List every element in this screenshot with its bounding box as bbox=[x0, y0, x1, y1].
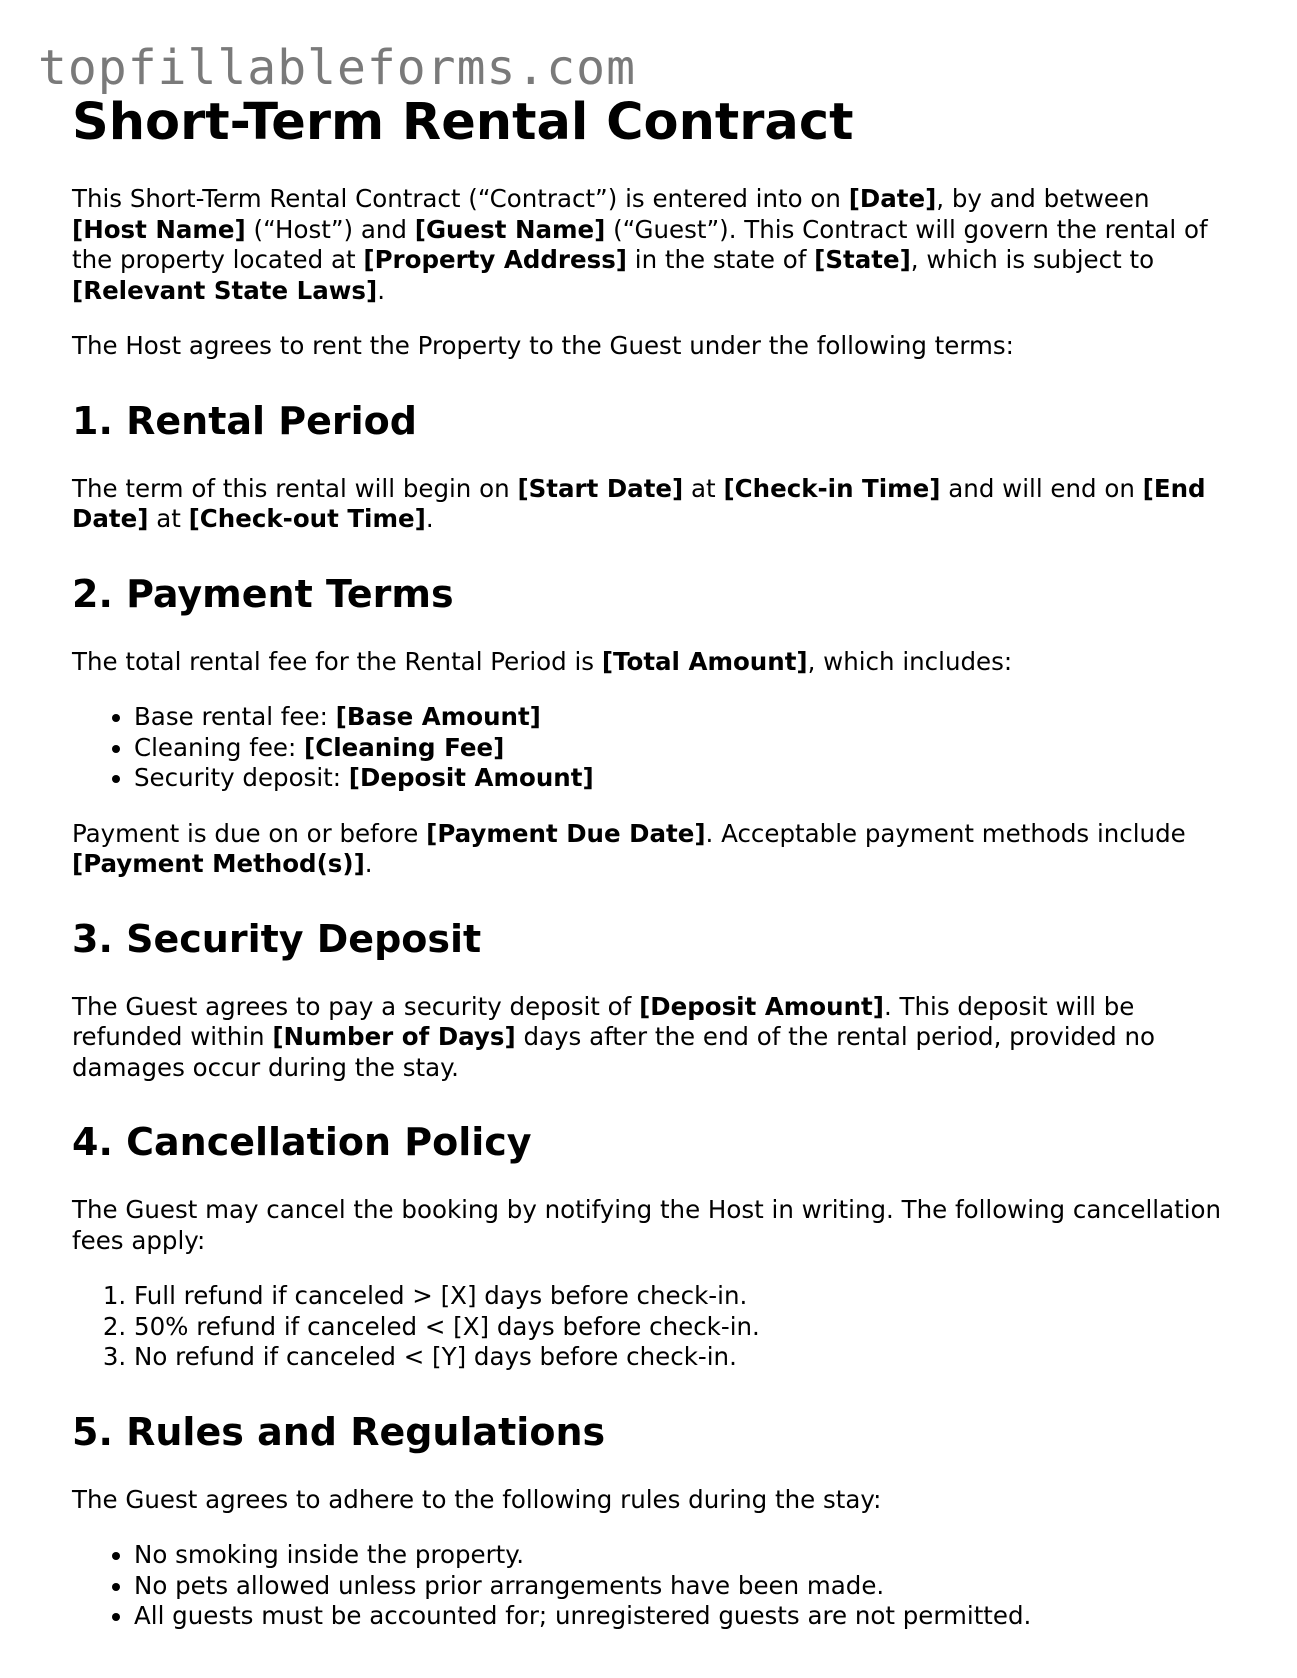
host-name-placeholder: [Host Name] bbox=[72, 214, 246, 244]
list-item: • Security deposit: [Deposit Amount] bbox=[134, 763, 1232, 794]
end-date-placeholder: [End Date] bbox=[72, 473, 1206, 533]
list-item: 3. No refund if canceled < [Y] days before check-in. bbox=[134, 1342, 1232, 1373]
cancellation-paragraph: The Guest may cancel the booking by notifying the Host in writing. The following cancellation fees apply: bbox=[72, 1195, 1222, 1255]
payment-paragraph: The total rental fee for the Rental Period is [Total Amount], which includes: bbox=[72, 646, 1013, 676]
intro-paragraph: This Short-Term Rental Contract (“Contract”) is entered into on [Date], by and between [Host Name] (“Host”) and [Guest Name] (“Guest”). This Contract will govern the rental of the property located at [Property Address] in the state of [State], which is subject to [Relevant State Laws]. bbox=[72, 184, 1208, 305]
section-heading-security-deposit: 3. Security Deposit bbox=[72, 916, 482, 961]
section-heading-rental-period: 1. Rental Period bbox=[72, 398, 417, 443]
document-title: Short-Term Rental Contract bbox=[72, 93, 854, 152]
list-item: 2. 50% refund if canceled < [X] days before check-in. bbox=[134, 1312, 1232, 1343]
rules-list bbox=[72, 1540, 1232, 1632]
rental-period-paragraph: The term of this rental will begin on [Start Date] at [Check-in Time] and will end on [End Date] at [Check-out Time]. bbox=[72, 473, 1206, 533]
payment-due-date-placeholder: [Payment Due Date] bbox=[426, 818, 706, 848]
check-in-time-placeholder: [Check-in Time] bbox=[723, 473, 941, 503]
fee-list bbox=[72, 702, 1232, 794]
cancellation-list bbox=[72, 1281, 1232, 1373]
total-amount-placeholder: [Total Amount] bbox=[601, 646, 808, 676]
watermark: topfillableforms.com bbox=[38, 40, 636, 96]
state-placeholder: [State] bbox=[814, 245, 911, 274]
number-of-days-placeholder: [Number of Days] bbox=[272, 1022, 516, 1051]
property-address-placeholder: [Property Address] bbox=[363, 245, 627, 274]
list-item: 1. Full refund if canceled > [X] days before check-in. bbox=[134, 1281, 1232, 1312]
date-placeholder: [Date] bbox=[848, 184, 937, 213]
rules-paragraph: The Guest agrees to adhere to the following rules during the stay: bbox=[72, 1484, 882, 1514]
payment-due-paragraph: Payment is due on or before [Payment Due Date]. Acceptable payment methods include [Payment Method(s)]. bbox=[72, 818, 1186, 878]
payment-methods-placeholder: [Payment Method(s)] bbox=[72, 849, 365, 878]
check-out-time-placeholder: [Check-out Time] bbox=[188, 504, 426, 533]
section-heading-payment-terms: 2. Payment Terms bbox=[72, 571, 454, 616]
state-laws-placeholder: [Relevant State Laws] bbox=[72, 275, 378, 305]
list-item: • No smoking inside the property. bbox=[134, 1540, 1232, 1571]
section-heading-rules: 5. Rules and Regulations bbox=[72, 1409, 606, 1454]
list-item: • No pets allowed unless prior arrangements have been made. bbox=[134, 1571, 1232, 1602]
start-date-placeholder: [Start Date] bbox=[517, 473, 684, 503]
deposit-amount-placeholder: [Deposit Amount] bbox=[639, 991, 884, 1021]
list-item: • All guests must be accounted for; unregistered guests are not permitted. bbox=[134, 1601, 1232, 1632]
section-heading-cancellation-policy: 4. Cancellation Policy bbox=[72, 1120, 532, 1164]
document-content bbox=[72, 90, 1232, 1632]
list-item: • Cleaning fee: [Cleaning Fee] bbox=[134, 733, 1232, 764]
list-item: • Base rental fee: [Base Amount] bbox=[134, 702, 1232, 733]
deposit-paragraph: The Guest agrees to pay a security deposit of [Deposit Amount]. This deposit will be refunded within [Number of Days] days after the end of the rental period, provided no damages occur during the stay. bbox=[72, 991, 1156, 1082]
guest-name-placeholder: [Guest Name] bbox=[414, 214, 606, 244]
agreement-paragraph: The Host agrees to rent the Property to the Guest under the following terms: bbox=[72, 331, 1014, 360]
